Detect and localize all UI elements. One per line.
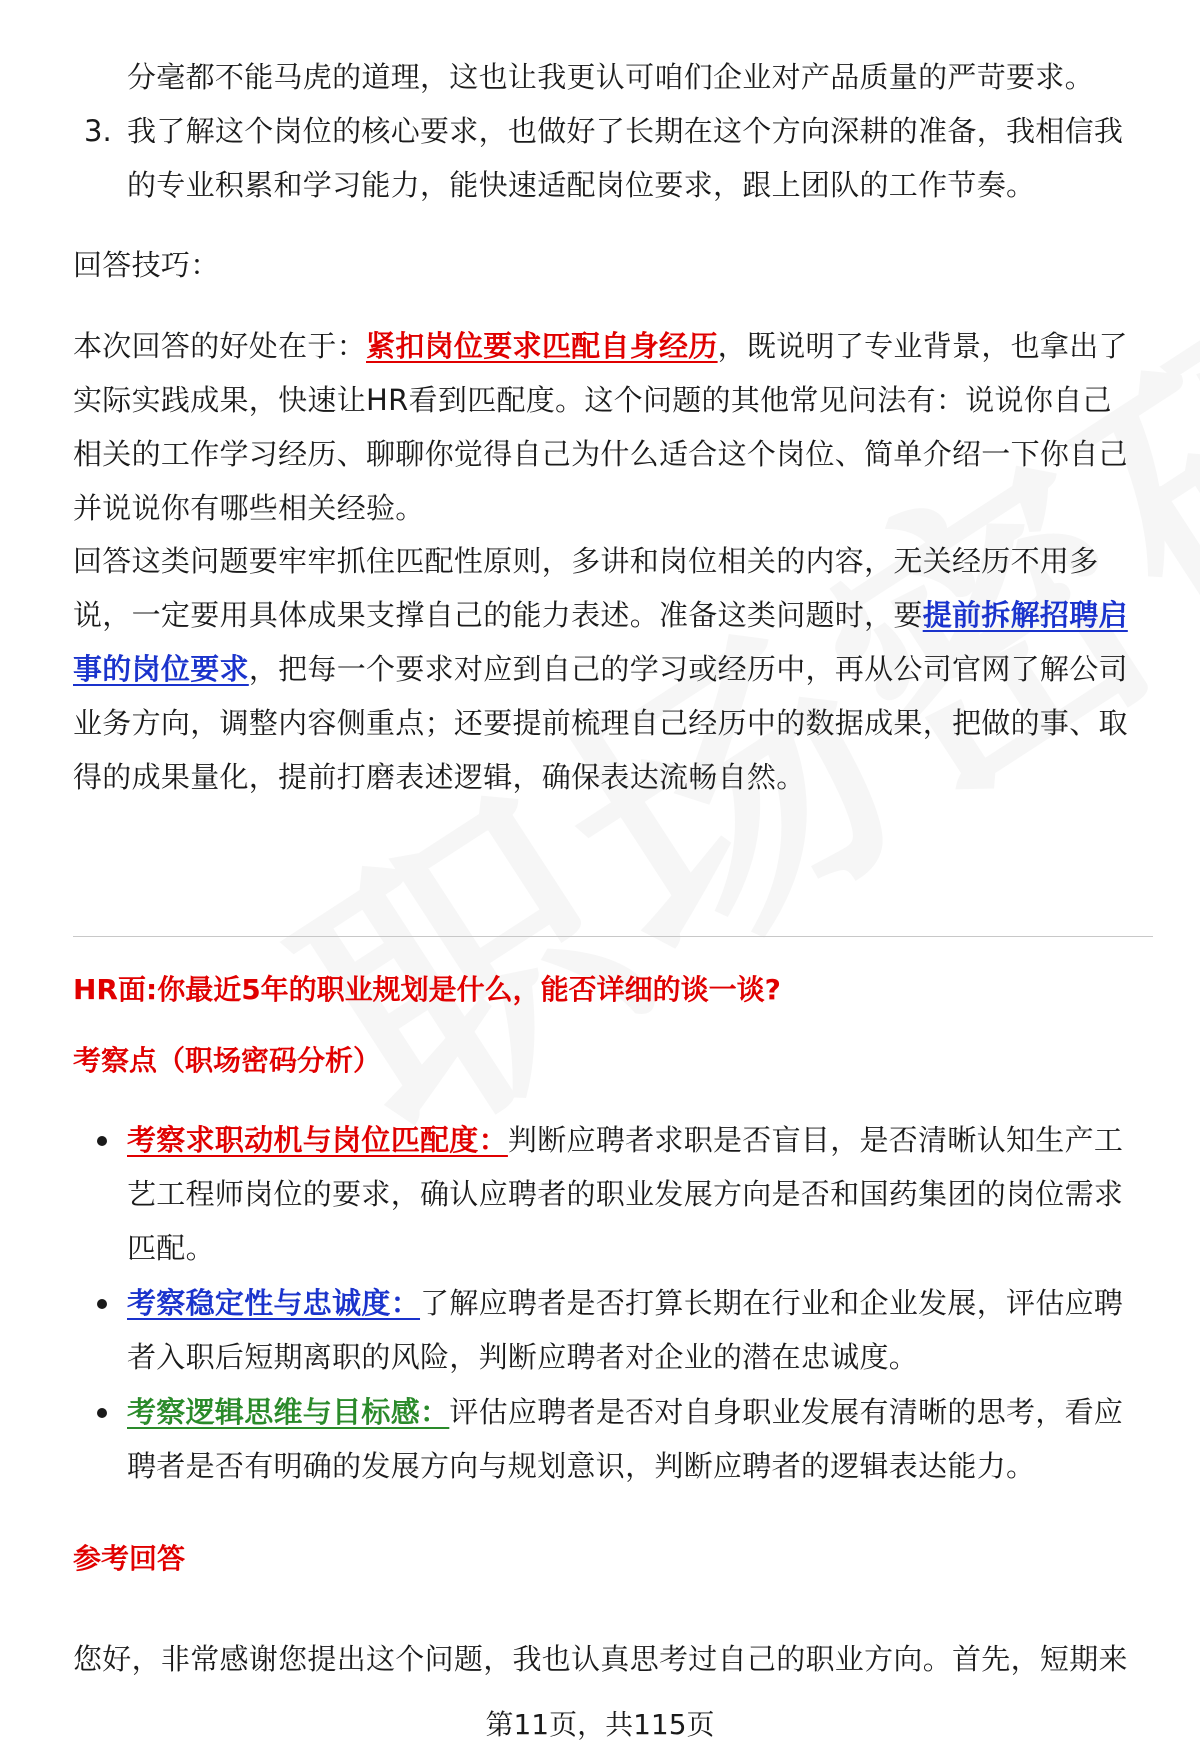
paragraph-continuation: 分毫都不能马虎的道理，这也让我更认可咱们企业对产品质量的严苛要求。: [127, 60, 1094, 94]
tips-p1-line1: [73, 317, 1148, 376]
tips-p1-line2: 实际实践成果，快速让HR看到匹配度。这个问题的其他常见问法有：说说你自己: [73, 383, 1112, 417]
tips-p1-prefix: 本次回答的好处在于：: [73, 329, 367, 363]
tips-p2-line3: [73, 640, 1148, 699]
reference-answer-heading: 参考回答: [73, 1542, 186, 1575]
tips-p2-line1: 回答这类问题要牢牢抓住匹配性原则，多讲和岗位相关的内容，无关经历不用多: [73, 544, 1099, 578]
bullet-icon: [97, 1299, 107, 1309]
point-3-line1: [127, 1383, 1152, 1442]
point-2-line1: [127, 1274, 1152, 1333]
highlight-blue-cont: 事的岗位要求: [73, 652, 249, 686]
point-1-label: 考察求职动机与岗位匹配度：: [127, 1123, 508, 1157]
section-divider: [73, 936, 1153, 937]
question-title: HR面:你最近5年的职业规划是什么，能否详细的谈一谈?: [73, 973, 781, 1006]
point-2-line2: 者入职后短期离职的风险，判断应聘者对企业的潜在忠诚度。: [127, 1340, 919, 1374]
tips-label: 回答技巧：: [73, 248, 220, 282]
highlight-blue: 提前拆解招聘启: [922, 598, 1128, 632]
point-3-label: 考察逻辑思维与目标感：: [127, 1395, 450, 1429]
point-3-line2: 聘者是否有明确的发展方向与规划意识，判断应聘者的逻辑表达能力。: [127, 1449, 1036, 1483]
tips-p2-prefix: 说，一定要用具体成果支撑自己的能力表述。准备这类问题时，要: [73, 598, 923, 632]
tips-p2-line2: [73, 586, 1148, 645]
point-1-line3: 匹配。: [127, 1231, 215, 1265]
list-item-3-line2: 的专业积累和学习能力，能快速适配岗位要求，跟上团队的工作节奏。: [127, 168, 1036, 202]
tips-p2-line4: 业务方向，调整内容侧重点；还要提前梳理自己经历中的数据成果，把做的事、取: [73, 706, 1128, 740]
tips-p1-suffix: ，既说明了专业背景，也拿出了: [717, 329, 1128, 363]
bullet-icon: [97, 1136, 107, 1146]
reference-answer-line1: 您好，非常感谢您提出这个问题，我也认真思考过自己的职业方向。首先，短期来: [73, 1642, 1128, 1676]
point-2-text: 了解应聘者是否打算长期在行业和企业发展，评估应聘: [420, 1286, 1124, 1320]
section-heading: 考察点（职场密码分析）: [73, 1044, 382, 1077]
tips-p1-line3: 相关的工作学习经历、聊聊你觉得自己为什么适合这个岗位、简单介绍一下你自己: [73, 437, 1128, 471]
bullet-icon: [97, 1408, 107, 1418]
page-footer: 第11页，共115页: [485, 1708, 715, 1741]
point-1-text: 判断应聘者求职是否盲目，是否清晰认知生产工: [507, 1123, 1124, 1157]
tips-p1-line4: 并说说你有哪些相关经验。: [73, 491, 425, 525]
list-number: 3.: [84, 114, 112, 148]
list-item-3-line1: 我了解这个岗位的核心要求，也做好了长期在这个方向深耕的准备，我相信我: [127, 114, 1124, 148]
highlight-red: 紧扣岗位要求匹配自身经历: [366, 329, 718, 363]
tips-p2-line5: 得的成果量化，提前打磨表述逻辑，确保表达流畅自然。: [73, 760, 806, 794]
point-1-line2: 艺工程师岗位的要求，确认应聘者的职业发展方向是否和国药集团的岗位需求: [127, 1177, 1124, 1211]
point-2-label: 考察稳定性与忠诚度：: [127, 1286, 421, 1320]
point-1-line1: [127, 1111, 1152, 1170]
tips-p2-suffix: ，把每一个要求对应到自己的学习或经历中，再从公司官网了解公司: [248, 652, 1128, 686]
point-3-text: 评估应聘者是否对自身职业发展有清晰的思考，看应: [449, 1395, 1124, 1429]
